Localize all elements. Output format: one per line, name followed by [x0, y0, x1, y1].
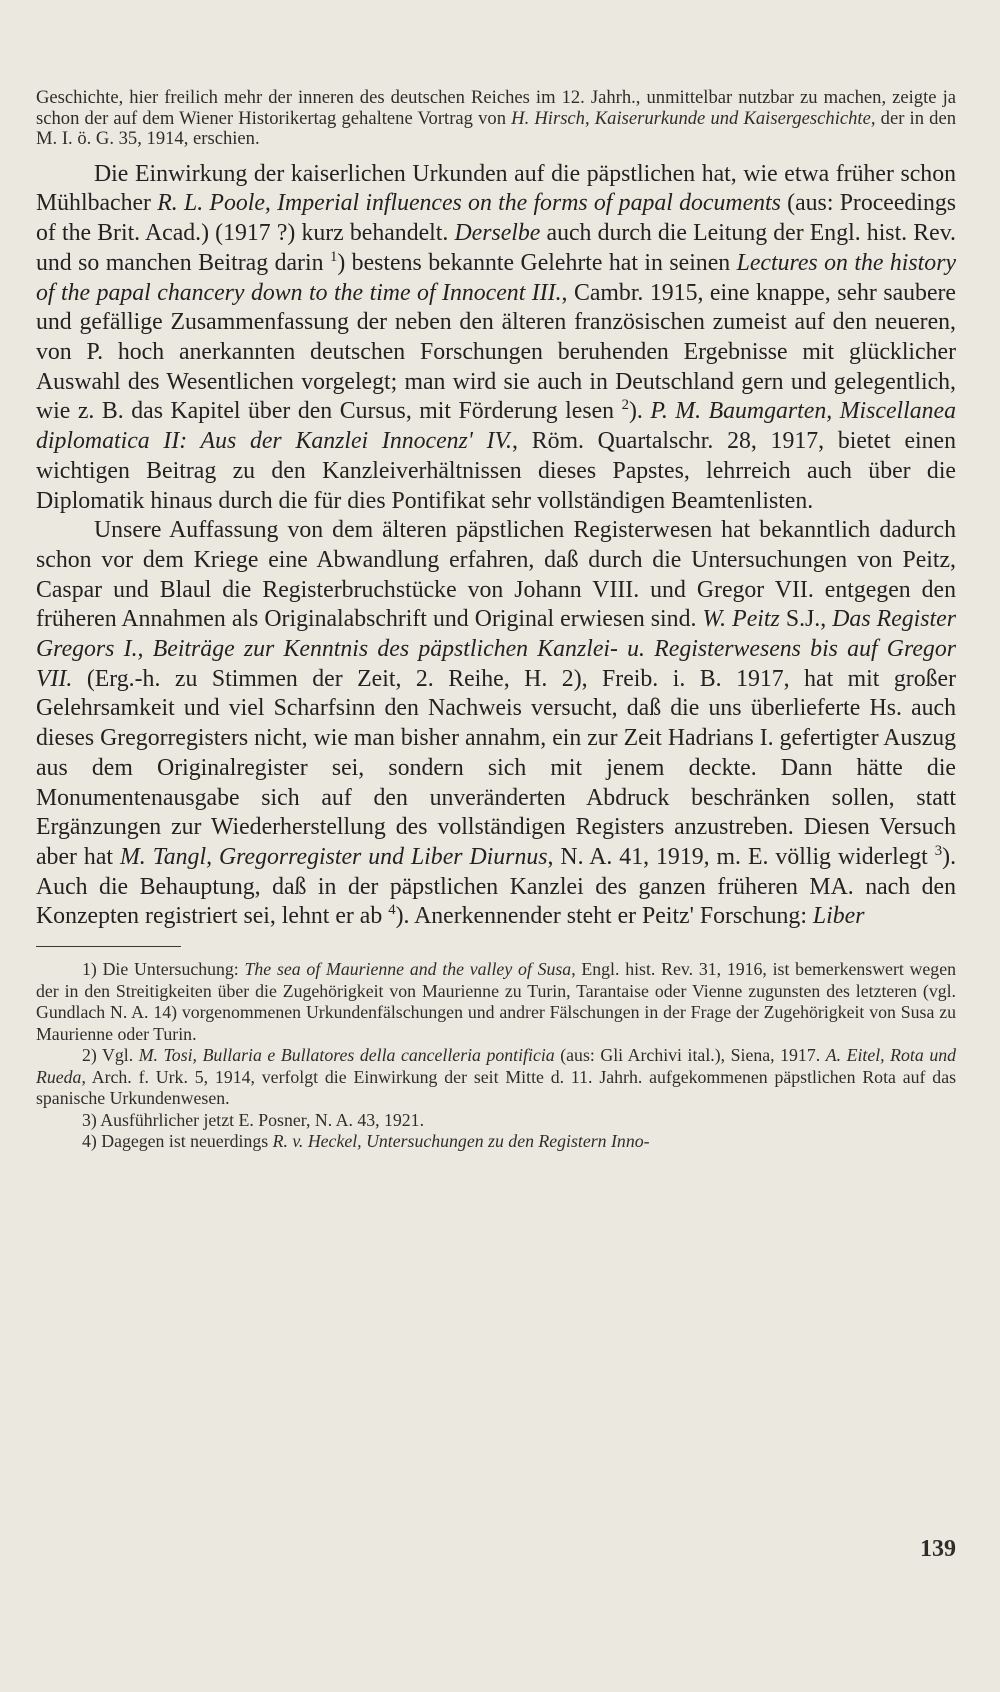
italic-citation: M. Tosi, Bullaria e Bullatores della cancelleria pontificia [138, 1045, 555, 1066]
footnote-4 [36, 1131, 956, 1153]
italic-citation: Lectures on the history of the papal chancery down to the time of Innocent III. [36, 249, 957, 306]
footnote-ref-1[interactable]: 1 [329, 248, 338, 265]
text-run: , Cambr. 1915, eine knappe, sehr saubere und gefällige Zusammenfassung der neben den älteren französischen zumeist auf den neueren, von P. hoch anerkannten deutschen Forschungen beruhenden Ergebnisse mit glücklicher Auswahl des Wesentlichen vorgelegt; man wird sie auch in Deutschland gern und gelegentlich, wie z. B. das Kapitel über den Cursus, mit Förderung lesen [36, 279, 956, 425]
italic-citation: M. Tangl, Gregorregister und Liber Diurnus [119, 843, 548, 870]
italic-citation: Derselbe [454, 220, 541, 247]
text-run: auch durch die Leitung der Engl. hist. Rev. und so manchen Beitrag darin [36, 220, 957, 276]
text-run: Unsere Auffassung von dem älteren päpstlichen Registerwesen hat bekanntlich dadurch schon vor dem Kriege eine Abwandlung erfahren, daß durch die Untersuchungen von Peitz, Caspar und Blaul die Registerbruchstücke von Johann VIII. und Gregor VII. entgegen den früheren Annahmen als Originalabschrift und Original erwiesen sind. [36, 517, 956, 633]
footnote-ref-4[interactable]: 4 [388, 902, 396, 919]
footnote-3 [36, 1110, 956, 1132]
footnote-text: , Engl. hist. Rev. 31, 1916, ist bemerkenswert wegen der in den Streitigkeiten über die Zugehörigkeit von Maurienne zu Turin, Tarantaise oder Vienne zugunsten des letzteren (vgl. Gundlach N. A. 14) vorgenommenen Urkundenfälschungen und andrer Fälschungen in der Frage der Zugehörigkeit von Susa zu Maurienne oder Turin. [36, 959, 956, 1044]
footnote-ref-3[interactable]: 3 [934, 843, 943, 860]
intro-title: Kaiserurkunde und Kaisergeschichte [594, 107, 871, 129]
footnote-text: 2) Vgl. [82, 1045, 139, 1066]
text-run: ). Auch die Behauptung, daß in der päpstlichen Kanzlei des ganzen früheren MA. nach den Konzepten registriert sei, lehnt er ab [36, 843, 957, 930]
intro-paragraph [36, 88, 956, 150]
intro-text: Geschichte, hier freilich mehr der inneren des deutschen Reiches im 12. Jahrh., unmittelbar nutzbar zu machen, zeigte ja schon der auf dem Wiener Historikertag gehaltene Vortrag von [36, 87, 956, 129]
paragraph-registerwesen [36, 516, 956, 932]
italic-citation: W. Peitz [702, 606, 780, 633]
footnote-2 [36, 1045, 956, 1110]
text-run: (aus: Proceedings of the Brit. Acad.) (1917 ?) kurz behandelt. [36, 190, 957, 247]
italic-citation: R. v. Heckel, Untersuchungen zu den Registern Inno- [272, 1131, 650, 1152]
footnote-text: , Arch. f. Urk. 5, 1914, verfolgt die Einwirkung der seit Mitte d. 11. Jahrh. aufgekommenen päpstlichen Rota auf das spanische Urkundenwesen. [36, 1066, 956, 1109]
text-run: , Röm. Quartalschr. 28, 1917, bietet einen wichtigen Beitrag zu den Kanzleiverhältnissen dieses Papstes, lehrreich auch über die Diplomatik hinaus durch die für dies Pontifikat sehr vollständigen Beamtenlisten. [36, 428, 956, 514]
italic-citation: Liber [812, 903, 865, 930]
intro-tail: , der in den M. I. ö. G. 35, 1914, erschien. [36, 107, 956, 150]
text-run: ) bestens bekannte Gelehrte hat in seinen [337, 249, 737, 276]
text-run: Die Einwirkung der kaiserlichen Urkunden auf die päpstlichen hat, wie etwa früher schon Mühlbacher [36, 160, 956, 217]
footnote-divider [36, 946, 181, 947]
italic-citation: Das Register Gregors I., Beiträge zur Kenntnis des päpstlichen Kanzlei- u. Registerwesens bis auf Gregor VII. [36, 606, 956, 692]
intro-sep: , [584, 107, 595, 129]
italic-citation: A. Eitel, Rota und Rueda [36, 1045, 956, 1087]
footnotes [36, 959, 956, 1153]
text-run: ). [628, 398, 651, 425]
footnote-text: 4) Dagegen ist neuerdings [82, 1131, 273, 1152]
body-text [36, 160, 956, 932]
intro-author: H. Hirsch [511, 107, 585, 129]
page-number: 139 [920, 1536, 956, 1562]
italic-citation: The sea of Maurienne and the valley of Susa [244, 959, 572, 980]
italic-citation: P. M. Baumgarten, Miscellanea diplomatica II: Aus der Kanzlei Innocenz' IV. [36, 398, 956, 455]
footnote-text: (aus: Gli Archivi ital.), Siena, 1917. [554, 1045, 826, 1066]
footnote-text: 1) Die Untersuchung: [82, 959, 245, 980]
footnote-text: 3) Ausführlicher jetzt E. Posner, N. A. 43, 1921. [82, 1109, 425, 1130]
italic-citation: R. L. Poole, Imperial influences on the forms of papal documents [157, 190, 781, 217]
footnote-ref-2[interactable]: 2 [621, 397, 629, 414]
text-run: ). Anerkennender steht er Peitz' Forschung: [395, 903, 813, 930]
text-run: S.J., [779, 606, 833, 633]
text-run: , N. A. 41, 1919, m. E. völlig widerlegt [547, 843, 935, 870]
text-run: (Erg.-h. zu Stimmen der Zeit, 2. Reihe, H. 2), Freib. i. B. 1917, hat mit großer Gelehrsamkeit und viel Scharfsinn den Nachweis versucht, daß die uns überlieferte Hs. auch dieses Gregorregisters nicht, wie man bisher annahm, ein zur Zeit Hadrians I. gefertigter Auszug aus dem Originalregister sei, sondern sich mit jenem deckte. Dann hätte die Monumentenausgabe sich auf den unveränderten Abdruck beschränken sollen, statt Ergänzungen zur Wiederherstellung des vollständigen Registers anzustreben. Diesen Versuch aber hat [36, 665, 956, 870]
paragraph-poole [36, 160, 956, 516]
footnote-1 [36, 959, 956, 1045]
